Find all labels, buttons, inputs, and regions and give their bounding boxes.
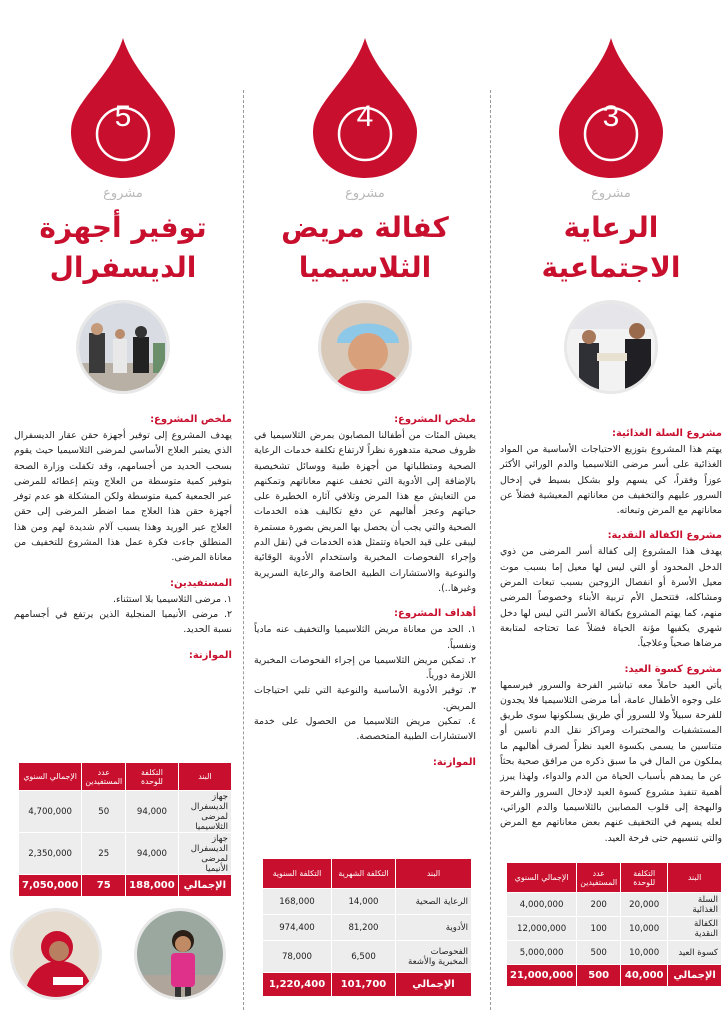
summary-section bbox=[14, 412, 232, 664]
column-divider bbox=[490, 90, 491, 1010]
table-row bbox=[19, 791, 232, 833]
text-line: توفير أجهزة bbox=[39, 211, 207, 244]
food-basket-body: يهتم هذا المشروع بتوزيع الاحتياجات الأساسية من المواد الغذائية على أسر مرضى الثلاسيميا والدم الوراثي الأكثر عوزاً وفقراً، كي يسهم ولو بشكل بسيط في إدخال السرور عليهم والتخفيف من معاناتهم المعيشية فضلاً عن معاناتهم مع المرض وتبعاته. bbox=[500, 444, 722, 517]
table-cell: الرعاية الصحية bbox=[396, 889, 472, 915]
goal-item: ٤. تمكين مريض الثلاسيميا من الحصول على خدمة الاستشارات الطبية المتخصصة. bbox=[254, 716, 476, 743]
table-header: التكلفة للوحدة bbox=[126, 763, 179, 791]
project-number: 4 bbox=[356, 100, 374, 133]
text-line: الديسفرال bbox=[49, 251, 197, 284]
table-row bbox=[263, 941, 472, 973]
budget-table bbox=[506, 862, 722, 987]
table-cell: 20,000 bbox=[621, 893, 668, 917]
table-header: البند bbox=[396, 859, 472, 889]
table-cell: 94,000 bbox=[126, 791, 179, 833]
project-photo bbox=[564, 300, 658, 394]
table-cell: كسوة العيد bbox=[668, 941, 722, 965]
table-cell: 4,000,000 bbox=[507, 893, 577, 917]
text-line: الاجتماعية bbox=[541, 251, 681, 284]
table-cell: 14,000 bbox=[332, 889, 396, 915]
table-row bbox=[507, 893, 722, 917]
eid-clothing-body: يأتي العيد حاملاً معه تباشير الفرحة والسرور فيرسمها على وجوه الأطفال عامة، أما مرضى الثلاسيميا فلا يجدون للفرحة سبيلاً ولا للسرور أي طريق يسلكونها سوى طريق المستشفيات والمختبرات ومراكز نقل الدم ناسين أو متناسين ما يسمى بكسوة العيد نظراً لصرف أهاليهم ما يملكون من المال في ما سبق ذكره من مرافق صحية بحثاً عن ما يمدهم بأسباب الحياة من الدم والدواء، ولهذا يبرز أهمية تنفيذ مشروع كسوة العيد لإدخال السرور والفرحة والبهجة إلى قلوب المصابين بالثلاسيميا والدم الوراثي، لعله يسهم في التخفيف عنهم بعض معاناتهم مع المرض والتي تنسيهم حتى فرحة العيد. bbox=[500, 679, 722, 844]
table-header: عدد المستفيدين bbox=[577, 863, 621, 893]
project-number: 5 bbox=[114, 100, 132, 133]
project-label: مشروع bbox=[345, 186, 385, 201]
table-cell: 25 bbox=[82, 833, 126, 875]
goal-item: ٣. توفير الأدوية الأساسية والنوعية التي تلبي احتياجات المريض. bbox=[254, 685, 476, 712]
beneficiary-item: ٢. مرضى الأنيميا المنجلية الذين يرتفع في أجسامهم نسبة الحديد. bbox=[14, 608, 232, 636]
table-header: الإجمالي السنوي bbox=[507, 863, 577, 893]
table-row bbox=[507, 941, 722, 965]
table-total-row bbox=[507, 965, 722, 987]
table-cell: 500 bbox=[577, 965, 621, 987]
text-line bbox=[500, 652, 722, 662]
table-row bbox=[19, 833, 232, 875]
food-basket-heading: مشروع السلة الغذائية: bbox=[611, 428, 722, 439]
beneficiaries-heading: المستفيدين: bbox=[170, 577, 232, 589]
goal-item: ١. الحد من معاناة مريض الثلاسيميا والتخفيف عنه مادياً ونفسياً. bbox=[254, 624, 476, 651]
table-cell: 188,000 bbox=[126, 875, 179, 897]
table-cell: 4,700,000 bbox=[19, 791, 82, 833]
table-cell: الكفالة النقدية bbox=[668, 917, 722, 941]
table-cell: 75 bbox=[82, 875, 126, 897]
project-number: 3 bbox=[602, 100, 620, 133]
beneficiary-item: ١. مرضى الثلاسيميا بلا استثناء. bbox=[113, 593, 232, 605]
summary-section bbox=[254, 412, 476, 771]
table-cell: 40,000 bbox=[621, 965, 668, 987]
table-cell: 10,000 bbox=[621, 917, 668, 941]
table-cell: الإجمالي bbox=[668, 965, 722, 987]
project-photo bbox=[318, 300, 412, 394]
table-cell: 100 bbox=[577, 917, 621, 941]
table-cell: 1,220,400 bbox=[263, 973, 332, 997]
text-line bbox=[500, 518, 722, 528]
table-cell: 10,000 bbox=[621, 941, 668, 965]
budget-heading: الموازنة: bbox=[432, 756, 476, 768]
table-header: التكلفة الشهرية bbox=[332, 859, 396, 889]
eid-clothing-heading: مشروع كسوة العيد: bbox=[624, 663, 722, 675]
text-line bbox=[254, 596, 476, 606]
text-line: الرعاية bbox=[563, 211, 659, 244]
project-title bbox=[8, 208, 238, 288]
table-header: التكلفة السنوية bbox=[263, 859, 332, 889]
table-cell: السلة الغذائية bbox=[668, 893, 722, 917]
table-cell: 21,000,000 bbox=[507, 965, 577, 987]
table-cell: 12,000,000 bbox=[507, 917, 577, 941]
child-photo bbox=[134, 908, 226, 1000]
text-line: الثلاسيميا bbox=[298, 251, 432, 284]
table-cell: الفحوصات المخبرية والأشعة bbox=[396, 941, 472, 973]
table-cell: 6,500 bbox=[332, 941, 396, 973]
table-cell: 101,700 bbox=[332, 973, 396, 997]
patient-photo bbox=[10, 908, 102, 1000]
budget-table bbox=[18, 762, 232, 897]
table-cell: 7,050,000 bbox=[19, 875, 82, 897]
table-cell: 78,000 bbox=[263, 941, 332, 973]
table-row bbox=[263, 889, 472, 915]
table-cell: جهاز الديسفرال لمرضى الثلاسيميا bbox=[178, 791, 231, 833]
table-cell: 5,000,000 bbox=[507, 941, 577, 965]
table-cell: 94,000 bbox=[126, 833, 179, 875]
table-header-row bbox=[19, 763, 232, 791]
column-divider bbox=[243, 90, 244, 1010]
project-title bbox=[496, 208, 724, 288]
budget-heading: الموازنة: bbox=[188, 649, 232, 661]
table-row bbox=[263, 915, 472, 941]
table-header-row bbox=[507, 863, 722, 893]
project-5-column bbox=[8, 0, 238, 1024]
table-header: التكلفة للوحدة bbox=[621, 863, 668, 893]
table-cell: الإجمالي bbox=[396, 973, 472, 997]
project-label: مشروع bbox=[591, 186, 631, 201]
table-cell: 500 bbox=[577, 941, 621, 965]
project-label: مشروع bbox=[103, 186, 143, 201]
goals-heading: أهداف المشروع: bbox=[394, 608, 476, 620]
budget-table bbox=[262, 858, 472, 997]
table-cell: 974,400 bbox=[263, 915, 332, 941]
text-line bbox=[14, 566, 232, 576]
summary-body: يهدف المشروع إلى توفير أجهزة حقن عقار الديسفرال الذي يعتبر العلاج الأساسي لمرضى الثلاسيميا حيث يقوم بسحب الحديد من أجسامهم، وقد تكفلت وزارة الصحة بتوفير كمية متوسطة من العلاج ويتم إعطائه للمرضى عبر الجمعية كمية متوسطة ولكن المشكلة هو عدم توفر أجهزة حقن هذا العلاج مما اضطر المرضى إلى حقن العلاج عبر الوريد وهذا يسبب آلام شديدة لهم ومن هذا المنطلق جاءت فكرة عمل هذا المشروع للتخفيف من معاناة المرضى. bbox=[14, 430, 232, 564]
table-row bbox=[507, 917, 722, 941]
summary-body: يعيش المئات من أطفالنا المصابون بمرض الثلاسيميا في ظروف صحية متدهورة نظراً لارتفاع تكلفة خدمات الرعاية الصحية ومتطلباتها من أجهزة طبية ووسائل تشخيصية بالإضافة إلى الأدوية التي تخفف عنهم معاناتهم وتمكنهم من التعايش مع هذا المرض وتلافي آثاره الخطيرة على حياتهم وعجز أهاليهم عن دفع تكاليف هذه الخدمات الصحية والتي يجب أن يحصل بها المريض بصورة مستمرة ليبقى على قيد الحياة وتتمثل هذه الخدمات في (نقل الدم وإجراء الفحوصات المخبرية واستخدام الأدوية الوقائية والنوعية والاستشارات الطبية الخاصة والرعاية السريرية وغيرها..). bbox=[254, 430, 476, 594]
table-cell: 168,000 bbox=[263, 889, 332, 915]
table-header: عدد المستفيدين bbox=[82, 763, 126, 791]
table-cell: جهاز الديسفرال لمرضى الأنيميا bbox=[178, 833, 231, 875]
text-line: كفالة مريض bbox=[281, 211, 449, 244]
summary-heading: ملخص المشروع: bbox=[394, 414, 476, 425]
table-cell: 2,350,000 bbox=[19, 833, 82, 875]
summary-heading: ملخص المشروع: bbox=[150, 414, 232, 425]
table-cell: الإجمالي bbox=[178, 875, 231, 897]
project-title bbox=[250, 208, 480, 288]
cash-sponsorship-heading: مشروع الكفالة النقدية: bbox=[607, 530, 722, 542]
goal-item: ٢. تمكين مريض الثلاسيميا من إجراء الفحوصات المخبرية اللازمة دورياً. bbox=[254, 654, 476, 682]
table-cell: الأدوية bbox=[396, 915, 472, 941]
table-header: البند bbox=[178, 763, 231, 791]
project-photo bbox=[76, 300, 170, 394]
table-cell: 81,200 bbox=[332, 915, 396, 941]
table-header-row bbox=[263, 859, 472, 889]
details-section bbox=[500, 426, 722, 846]
table-total-row bbox=[19, 875, 232, 897]
text-line bbox=[254, 745, 476, 755]
cash-sponsorship-body: يهدف هذا المشروع إلى كفالة أسر المرضى من ذوي الدخل المحدود أو التي ليس لها معيل إما بسبب موت معيل الأسرة أو انفصال الزوجين بسبب تبعات المرض ومشاكله، فتتحمل الأم تربية الأبناء وخصوصاً المرضى منهم، كما يهتم المشروع بكفالة الأسر التي ليس لها دخل شهري يكفيها مؤنة الحياة فضلاً عما تحتاجه لمتابعة مرضاها صحياً وعلاجياً. bbox=[500, 546, 722, 650]
project-4-column bbox=[250, 0, 480, 1024]
table-cell: 200 bbox=[577, 893, 621, 917]
table-total-row bbox=[263, 973, 472, 997]
table-cell: 50 bbox=[82, 791, 126, 833]
table-header: البند bbox=[668, 863, 722, 893]
project-3-column bbox=[496, 0, 724, 1024]
table-header: الإجمالي السنوي bbox=[19, 763, 82, 791]
text-line bbox=[14, 638, 232, 648]
